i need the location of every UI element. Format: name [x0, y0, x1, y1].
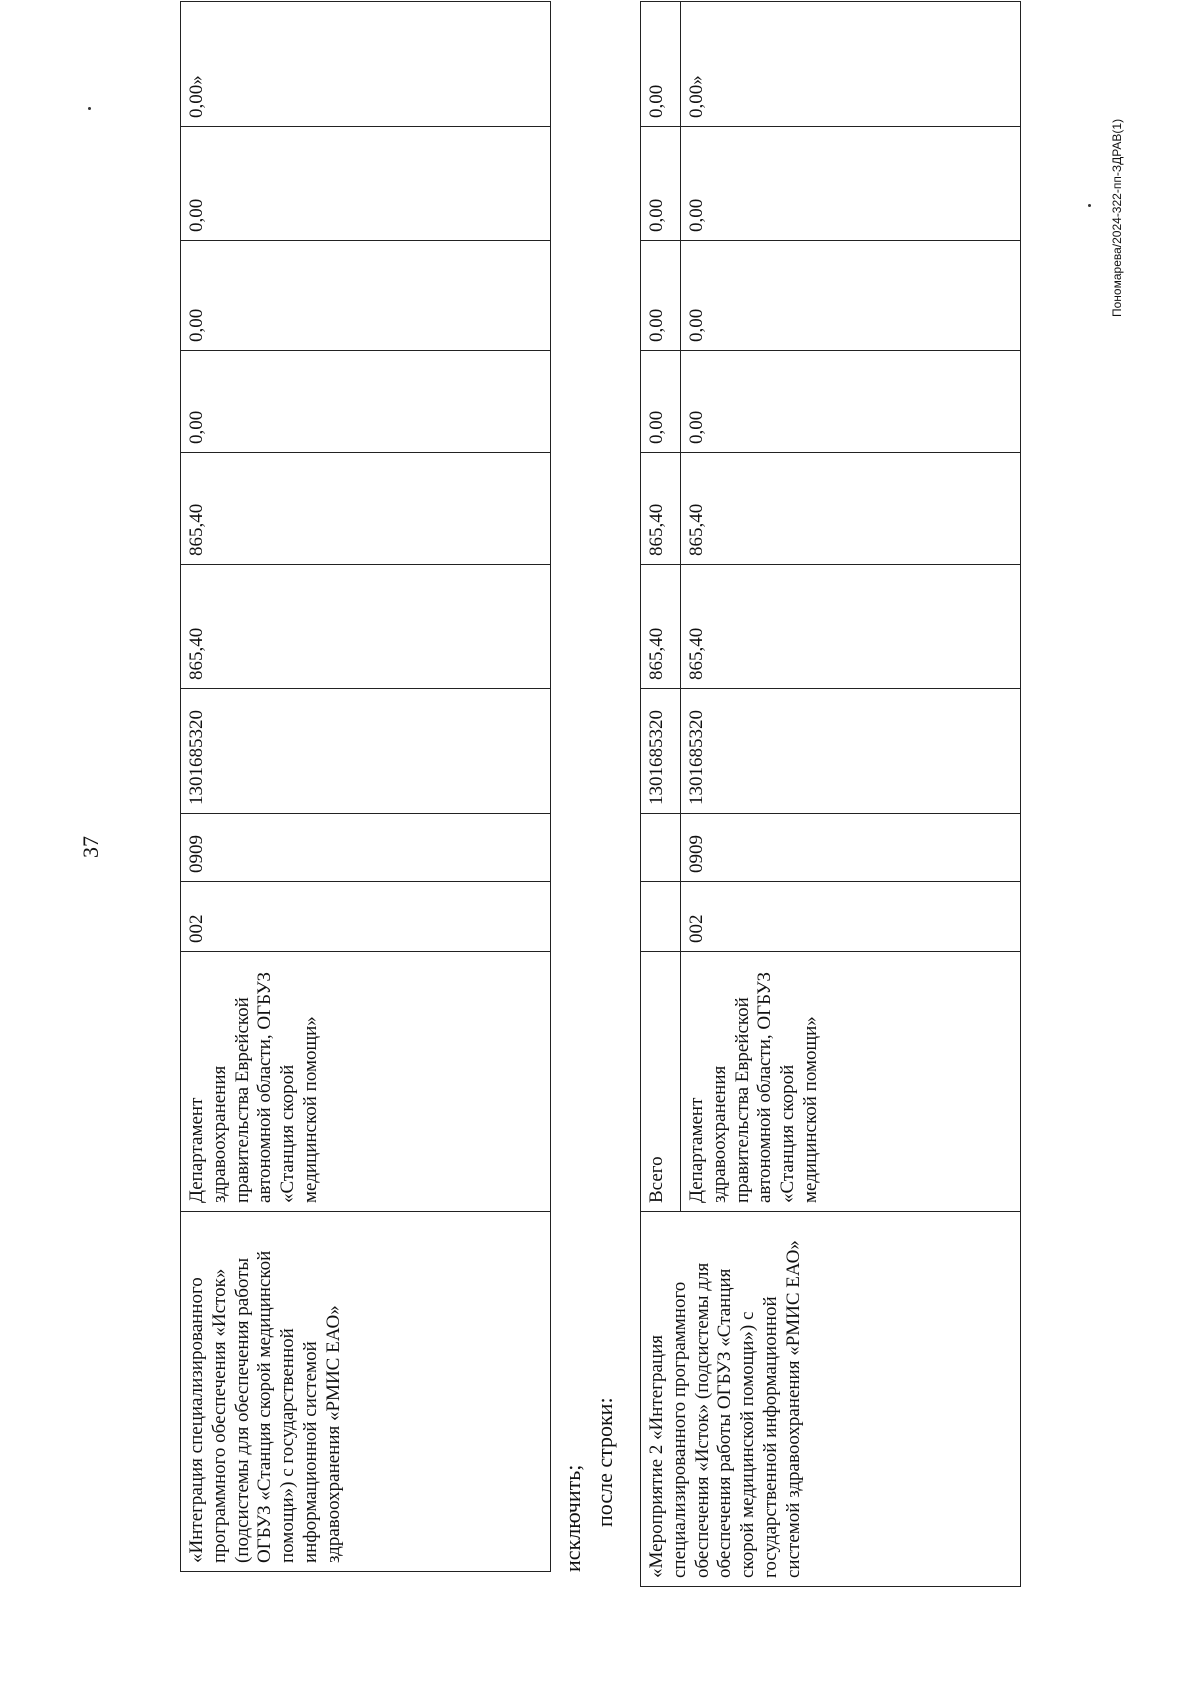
value-cell: 865,40: [181, 453, 551, 565]
rzpr-cell: 0909: [181, 814, 551, 882]
csr-cell: 1301685320: [681, 689, 1021, 814]
document-footer: Пономарева/2024-322-пп-ЗДРАВ(1): [1110, 118, 1124, 317]
table-row-total: [641, 2, 681, 1587]
value-cell: 865,40: [641, 453, 681, 565]
grbs-cell: 002: [681, 882, 1021, 952]
value-cell: 865,40: [681, 565, 1021, 689]
executor-cell: Департамент здравоохранения правительства Еврейской автономной области, ОГБУЗ «Станция скорой медицинской помощи»: [681, 952, 1021, 1212]
value-cell: 0,00: [681, 351, 1021, 453]
value-cell: 865,40: [641, 565, 681, 689]
grbs-cell: 002: [181, 882, 551, 952]
scan-mark: [88, 107, 91, 110]
value-cell: 865,40: [681, 453, 1021, 565]
value-cell: 0,00: [641, 241, 681, 351]
rzpr-cell: 0909: [681, 814, 1021, 882]
value-cell: 0,00: [641, 351, 681, 453]
value-cell: 0,00: [181, 351, 551, 453]
table-after: [640, 1, 1021, 1587]
event-name-cell: «Мероприятие 2 «Интеграция специализированного программного обеспечения «Исток» (подсистемы для обеспечения работы ОГБУЗ «Станция скорой медицинской помощи») с государственной информационной системой здравоохранения «РМИС ЕАО»: [641, 1212, 1021, 1587]
page-number: 37: [78, 836, 103, 858]
value-cell: 0,00: [181, 241, 551, 351]
rzpr-cell: [641, 814, 681, 882]
after-row-text: после строки:: [592, 1397, 617, 1527]
value-cell: 0,00: [681, 127, 1021, 241]
table-row: [181, 2, 551, 1572]
value-cell: 0,00: [641, 2, 681, 127]
executor-cell: Департамент здравоохранения правительства Еврейской автономной области, ОГБУЗ «Станция скорой медицинской помощи»: [181, 952, 551, 1212]
exclude-text: исключить;: [560, 1464, 585, 1572]
value-cell: 0,00: [681, 241, 1021, 351]
event-name-cell: «Интеграция специализированного программного обеспечения «Исток» (подсистемы для обеспечения работы ОГБУЗ «Станция скорой медицинской помощи») с государственной информационной системой здравоохранения «РМИС ЕАО»: [181, 1212, 551, 1572]
csr-cell: 1301685320: [181, 689, 551, 814]
value-cell: 0,00: [641, 127, 681, 241]
scan-mark: [1088, 204, 1091, 207]
value-cell: 0,00»: [681, 2, 1021, 127]
csr-cell: 1301685320: [641, 689, 681, 814]
table-excluded: [180, 1, 551, 1572]
value-cell: 0,00: [181, 127, 551, 241]
total-label-cell: Всего: [641, 952, 681, 1212]
value-cell: 0,00»: [181, 2, 551, 127]
value-cell: 865,40: [181, 565, 551, 689]
grbs-cell: [641, 882, 681, 952]
